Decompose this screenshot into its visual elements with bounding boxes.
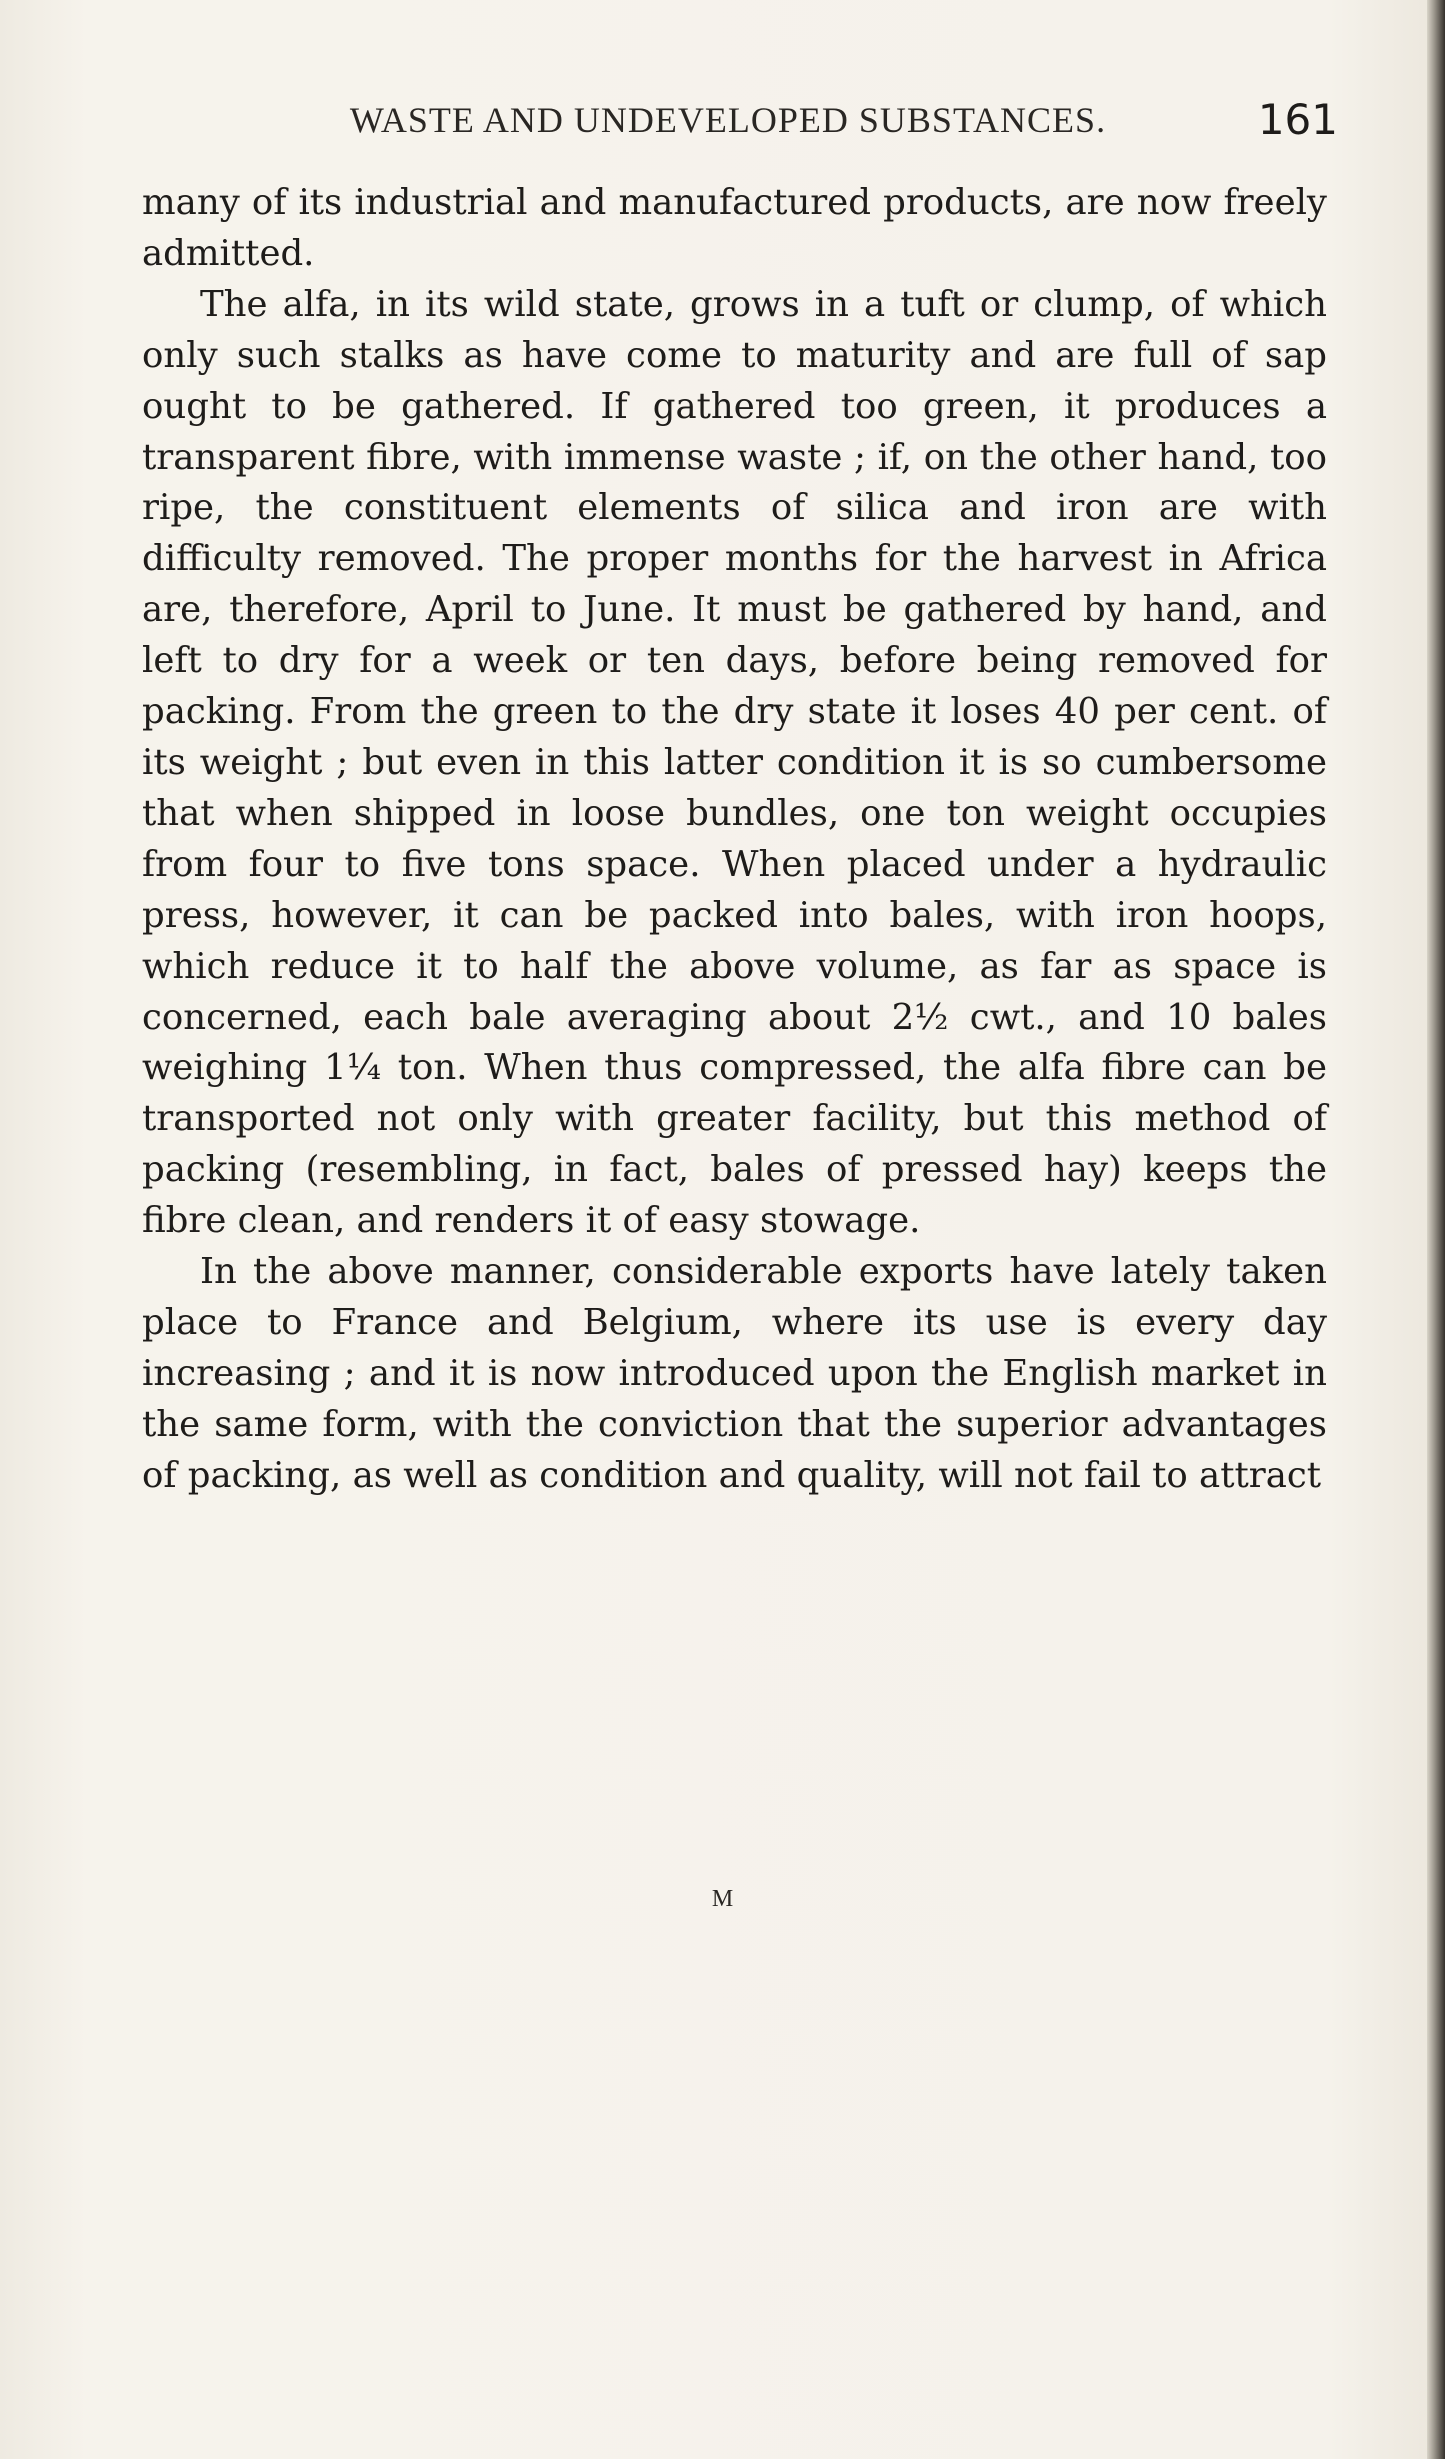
- body-text: [142, 178, 1327, 1502]
- signature-mark: M: [711, 1886, 734, 1912]
- page-header: [118, 90, 1338, 150]
- page-edge-shadow: [1427, 0, 1445, 2459]
- paragraph-continuation: many of its industrial and manufactured products, are now freely admitted.: [142, 182, 1327, 274]
- paragraph-exports: In the above manner, considerable exports have lately taken place to France and Belgium, where its use is every day increasing ; and it is now introduced upon the English market in the same form, with the conviction that the superior advantages of packing, as well as condition and quality, will not fail to attract: [142, 1251, 1327, 1496]
- page-number: 161: [1257, 95, 1338, 144]
- running-head: WASTE AND UNDEVELOPED SUBSTANCES.: [349, 100, 1107, 140]
- paragraph-alfa-harvest: The alfa, in its wild state, grows in a tuft or clump, of which only such stalks as have come to maturity and are full of sap ought to be gathered. If gathered too green, it produces a transparent fibre, with immense waste ; if, on the other hand, too ripe, the constituent elements of silica and iron are with difficulty removed. The proper months for the harvest in Africa are, therefore, April to June. It must be gathered by hand, and left to dry for a week or ten days, before being removed for packing. From the green to the dry state it loses 40 per cent. of its weight ; but even in this latter condition it is so cumbersome that when shipped in loose bundles, one ton weight occupies from four to five tons space. When placed under a hydraulic press, however, it can be packed into bales, with iron hoops, which reduce it to half the above volume, as far as space is concerned, each bale averaging about 2½ cwt., and 10 bales weighing 1¼ ton. When thus compressed, the alfa fibre can be transported not only with greater facility, but this method of packing (resembling, in fact, bales of pressed hay) keeps the fibre clean, and renders it of easy stowage.: [142, 283, 1327, 1242]
